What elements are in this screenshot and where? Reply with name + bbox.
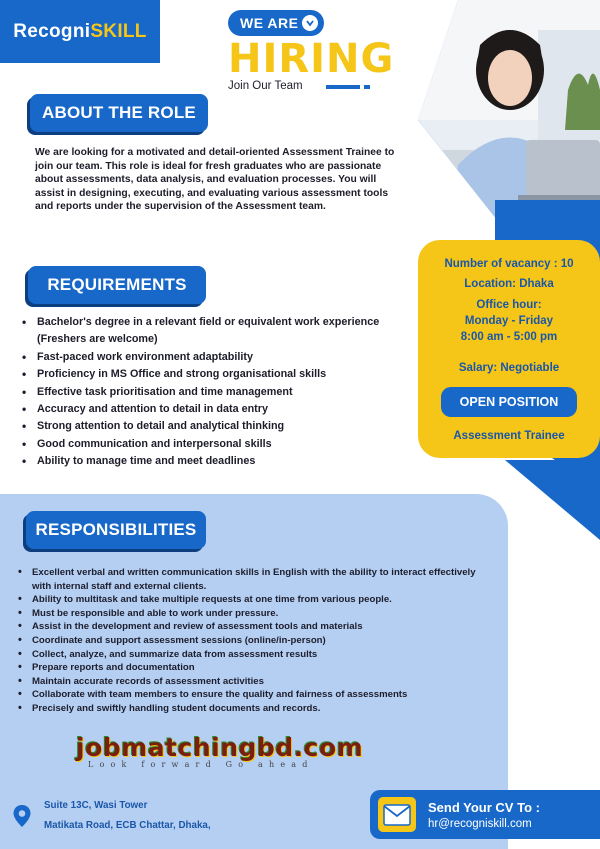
watermark-tagline: Look forward Go ahead	[88, 760, 314, 769]
mail-icon	[378, 797, 416, 832]
about-text: We are looking for a motivated and detail-oriented Assessment Trainee to join our team. This role is ideal for fresh graduates who are passionate about assessments, data analysis, and evaluation processes. You will assist in designing, executing, and evaluating various assessment tools and reports under the supervision of the Assessment team.	[35, 147, 395, 212]
join-team-text: Join Our Team	[228, 80, 303, 92]
send-cv-title: Send Your CV To :	[428, 800, 540, 815]
requirements-list	[22, 314, 407, 471]
list-item: • Maintain accurate records of assessment activities	[18, 675, 488, 689]
address-line-1: Suite 13C, Wasi Tower	[44, 800, 148, 811]
position-title: Assessment Trainee	[453, 430, 565, 442]
cv-email-link[interactable]: hr@recogniskill.com	[428, 818, 532, 830]
list-item: • Collect, analyze, and summarize data from assessment results	[18, 648, 488, 662]
office-hour-label: Office hour:	[476, 299, 542, 311]
address-line-2: Matikata Road, ECB Chattar, Dhaka,	[44, 820, 211, 831]
requirements-heading: REQUIREMENTS	[28, 266, 206, 304]
list-item: • Collaborate with team members to ensure the quality and fairness of assessments	[18, 688, 488, 702]
list-item: • Strong attention to detail and analytical thinking	[22, 418, 407, 435]
list-item: • Must be responsible and able to work under pressure.	[18, 607, 488, 621]
we-are-text: WE ARE	[240, 15, 299, 31]
location-text: Location: Dhaka	[464, 278, 554, 290]
decor-dot	[364, 85, 370, 89]
watermark-site: jobmatchingbd.com	[76, 733, 364, 762]
responsibilities-list	[18, 566, 488, 716]
salary-text: Salary: Negotiable	[458, 362, 560, 374]
logo-text	[13, 21, 146, 43]
chevron-down-icon	[302, 15, 318, 31]
list-item: • Excellent verbal and written communication skills in English with the ability to interact effectively with internal staff and external clients.	[18, 566, 488, 593]
we-are-badge	[228, 10, 324, 36]
list-item: • Assist in the development and review of assessment tools and materials	[18, 620, 488, 634]
logo-accent: SKILL	[90, 20, 147, 42]
responsibilities-heading: RESPONSIBILITIES	[26, 511, 206, 549]
hiring-title: HIRING	[228, 36, 395, 82]
job-info-card	[418, 240, 600, 458]
vacancy-text: Number of vacancy : 10	[444, 258, 574, 270]
list-item: • Proficiency in MS Office and strong organisational skills	[22, 366, 407, 383]
location-pin-icon	[12, 804, 32, 828]
logo	[0, 0, 160, 63]
list-item: • Accuracy and attention to detail in data entry	[22, 401, 407, 418]
list-item: • Ability to multitask and take multiple requests at one time from various people.	[18, 593, 488, 607]
office-hours: 8:00 am - 5:00 pm	[460, 331, 558, 343]
send-cv-box	[370, 790, 600, 839]
open-position-button[interactable]: OPEN POSITION	[441, 387, 577, 417]
list-item: • Effective task prioritisation and time management	[22, 384, 407, 401]
list-item: • Ability to manage time and meet deadlines	[22, 453, 407, 470]
decor-bar	[326, 85, 360, 89]
list-item: • Good communication and interpersonal skills	[22, 436, 407, 453]
list-item: • Fast-paced work environment adaptability	[22, 349, 407, 366]
about-heading: ABOUT THE ROLE	[30, 94, 208, 132]
office-days: Monday - Friday	[464, 315, 554, 327]
list-item: • Bachelor's degree in a relevant field or equivalent work experience (Freshers are welcome)	[22, 314, 407, 349]
list-item: • Precisely and swiftly handling student documents and records.	[18, 702, 488, 716]
list-item: • Coordinate and support assessment sessions (online/in-person)	[18, 634, 488, 648]
list-item: • Prepare reports and documentation	[18, 661, 488, 675]
logo-main: Recogni	[13, 20, 91, 42]
